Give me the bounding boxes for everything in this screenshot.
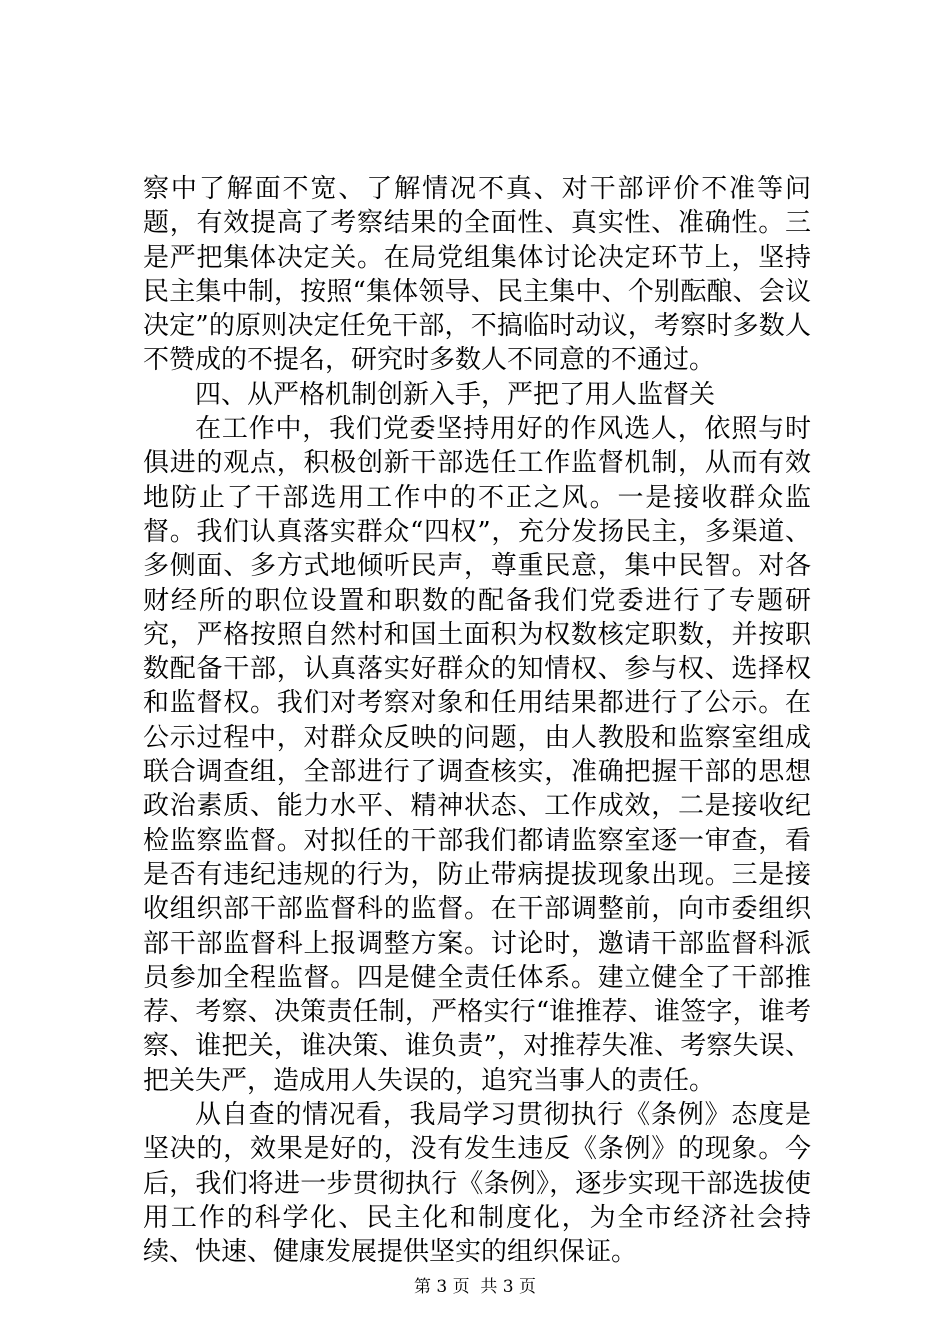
paragraph-1: 察中了解面不宽、了解情况不真、对干部评价不准等问题，有效提高了考察结果的全面性、真实性、准确性。三是严把集体决定关。在局党组集体讨论决定环节上，坚持民主集中制，按照“集体领导、民主集中、个别酝酿、会议决定”的原则决定任免干部，不搞临时动议，考察时多数人不赞成的不提名，研究时多数人不同意的不通过。 (143, 174, 811, 376)
section-heading: 四、从严格机制创新入手，严把了用人监督关 (195, 379, 716, 410)
document-body (143, 172, 811, 1270)
paragraph-2: 在工作中，我们党委坚持用好的作风选人，依照与时俱进的观点，积极创新干部选任工作监督机制，从而有效地防止了干部选用工作中的不正之风。一是接收群众监督。我们认真落实群众“四权”，充分发扬民主，多渠道、多侧面、多方式地倾听民声，尊重民意，集中民智。对各财经所的职位设置和职数的配备我们党委进行了专题研究，严格按照自然村和国土面积为权数核定职数，并按职数配备干部，认真落实好群众的知情权、参与权、选择权和监督权。我们对考察对象和任用结果都进行了公示。在公示过程中，对群众反映的问题，由人教股和监察室组成联合调查组，全部进行了调查核实，准确把握干部的思想政治素质、能力水平、精神状态、工作成效，二是接收纪检监察监督。对拟任的干部我们都请监察室逐一审查，看是否有违纪违规的行为，防止带病提拔现象出现。三是接收组织部干部监督科的监督。在干部调整前，向市委组织部干部监督科上报调整方案。讨论时，邀请干部监督科派员参加全程监督。四是健全责任体系。建立健全了干部推荐、考察、决策责任制，严格实行“谁推荐、谁签字，谁考察、谁把关，谁决策、谁负责”，对推荐失准、考察失误、把关失严，造成用人失误的，追究当事人的责任。 (143, 414, 811, 1096)
page-number-footer: 第 3 页 共 3 页 (413, 1277, 537, 1297)
paragraph-3: 从自查的情况看，我局学习贯彻执行《条例》态度是坚决的，效果是好的，没有发生违反《条例》的现象。今后，我们将进一步贯彻执行《条例》，逐步实现干部选拔使用工作的科学化、民主化和制度化，为全市经济社会持续、快速、健康发展提供坚实的组织保证。 (143, 1100, 811, 1268)
